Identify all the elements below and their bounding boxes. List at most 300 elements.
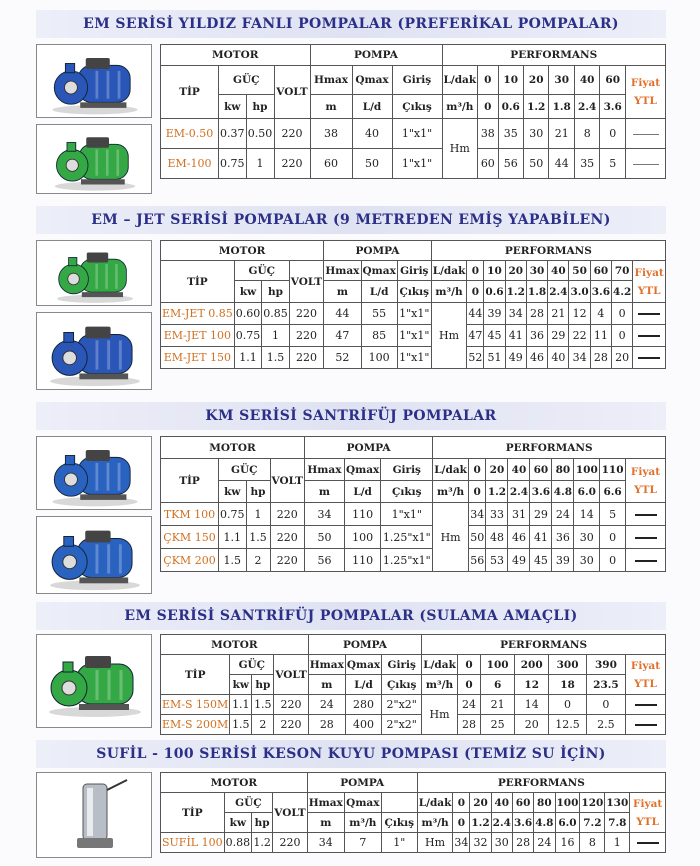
pump-photo-7 [37,773,152,858]
tip-header: TİP [161,793,225,833]
hp-header: hp [252,813,273,833]
inlet-header: Giriş [382,655,422,675]
power-header: GÜÇ [224,793,273,813]
motor-header: MOTOR [161,635,309,655]
flow-m3h: 1.2 [505,281,526,303]
spec-table-4 [160,772,666,853]
volt-header: VOLT [274,66,310,119]
flow-m3h-header: m³/h [442,95,478,119]
hmax-header: Hmax [324,261,361,281]
head-value: 39 [552,549,574,572]
head-value: 36 [526,325,547,347]
flow-lmin: 50 [569,261,590,281]
power-hp: 1 [262,325,290,347]
flow-m3h: 6.0 [555,813,580,833]
product-row [161,715,666,735]
power-hp: 1.5 [262,347,290,369]
voltage: 220 [270,549,304,572]
product-image [36,436,152,510]
head-value: 49 [508,549,530,572]
flow-m3h: 7.8 [605,813,630,833]
max-head: 28 [308,715,345,735]
flow-lmin: 40 [508,459,530,481]
head-value: 56 [498,149,523,179]
head-value: 41 [530,526,552,549]
head-value: 41 [505,325,526,347]
model-name: EM-100 [161,149,219,179]
motor-header: MOTOR [161,241,324,261]
head-value: 31 [508,503,530,526]
currency-label: YTL [636,815,659,828]
hmax-header: Hmax [308,655,345,675]
flow-lmin: 20 [505,261,526,281]
product-image [36,240,152,306]
head-value: 29 [530,503,552,526]
head-value: 28 [512,833,533,853]
pump-photo-1 [37,125,152,194]
qmax-header: Qmax [352,66,392,95]
port-size: 1"x1" [392,119,442,149]
inlet-header: Giriş [381,459,433,481]
product-row [161,325,666,347]
hp-header: hp [246,481,270,503]
power-kw: 0.75 [234,325,262,347]
head-value: 25 [481,715,515,735]
flow-m3h: 3.0 [569,281,590,303]
flow-lmin: 0 [478,66,498,95]
max-flow: 85 [361,325,397,347]
flow-m3h: 1.2 [486,481,508,503]
power-hp: 1 [246,503,270,526]
flow-lmin: 100 [481,655,515,675]
kw-header: kw [219,95,247,119]
flow-m3h: 2.4 [548,281,569,303]
power-kw: 0.75 [219,149,247,179]
pump-header: POMPA [307,773,417,793]
head-unit: Hm [433,503,469,572]
flow-m3h: 3.6 [590,281,611,303]
head-value: 35 [498,119,523,149]
max-head: 56 [304,549,344,572]
currency-label: YTL [634,677,657,690]
motor-header: MOTOR [161,437,305,459]
qmax-unit: L/d [344,481,380,503]
max-flow: 110 [344,503,380,526]
pump-photo-0 [37,45,152,118]
head-value: 40 [548,347,569,369]
qmax-unit: L/d [345,675,381,695]
flow-lmin: 10 [498,66,523,95]
kw-header: kw [219,481,247,503]
qmax-unit: m³/h [344,813,381,833]
power-hp: 1.5 [246,526,270,549]
head-value: 45 [530,549,552,572]
head-value: 8 [580,833,605,853]
price-label: Fiyat [630,659,661,672]
pump-header: POMPA [324,241,431,261]
max-flow: 100 [344,526,380,549]
flow-m3h: 4.2 [612,281,633,303]
flow-m3h: 1.2 [470,813,491,833]
product-image [36,312,152,390]
hmax-unit: m [308,675,345,695]
head-value: 47 [467,325,484,347]
head-value: 33 [486,503,508,526]
max-flow: 55 [361,303,397,325]
section-title-2: KM SERİSİ SANTRİFÜJ POMPALAR [36,402,666,430]
performance-header: PERFORMANS [431,241,665,261]
product-row [161,549,666,572]
model-name: TKM 100 [161,503,219,526]
max-flow: 110 [344,549,380,572]
voltage: 220 [270,503,304,526]
power-kw: 0.75 [219,503,247,526]
power-kw: 0.60 [234,303,262,325]
voltage: 220 [289,347,323,369]
head-value: 36 [552,526,574,549]
hmax-unit: m [307,813,344,833]
power-hp: 1.2 [252,833,273,853]
model-name: ÇKM 200 [161,549,219,572]
flow-lmin: 40 [548,261,569,281]
flow-m3h: 0 [457,675,480,695]
power-hp: 2 [252,715,274,735]
hmax-unit: m [310,95,352,119]
head-value: 14 [515,695,549,715]
section-title-0: EM SERİSİ YILDIZ FANLI POMPALAR (PREFERİKAL POMPALAR) [36,10,666,38]
kw-header: kw [234,281,262,303]
flow-lmin-header: L/dak [417,793,453,813]
pump-photo-2 [37,241,152,306]
qmax-unit: L/d [352,95,392,119]
price-dash [635,514,657,516]
head-value: 44 [549,149,574,179]
section-title-1: EM – JET SERİSİ POMPALAR (9 METREDEN EMİŞ YAPABİLEN) [36,206,666,234]
model-name: EM-JET 100 [161,325,235,347]
flow-m3h: 0 [453,813,470,833]
head-value: 39 [484,303,505,325]
flow-lmin: 110 [600,459,626,481]
price-dash [637,842,659,844]
product-row [161,526,666,549]
hmax-header: Hmax [304,459,344,481]
price-dash [635,704,657,706]
price-label: Fiyat [630,465,661,478]
voltage: 220 [274,715,308,735]
port-size: 2"x2" [382,715,422,735]
price-dash [638,313,660,315]
hmax-header: Hmax [310,66,352,95]
volt-header: VOLT [274,655,308,695]
hmax-unit: m [304,481,344,503]
model-name: SUFİL 100 [161,833,225,853]
max-head: 34 [304,503,344,526]
price-value [626,503,666,526]
head-value: 30 [574,549,600,572]
price-dash [638,335,660,337]
pump-photo-6 [37,635,152,728]
price-value [626,549,666,572]
power-header: GÜÇ [230,655,274,675]
head-value: 38 [478,119,498,149]
price-dash [633,164,659,165]
flow-lmin: 0 [457,655,480,675]
pump-photo-5 [37,517,152,594]
flow-m3h: 3.6 [512,813,533,833]
flow-lmin: 0 [467,261,484,281]
head-value: 21 [481,695,515,715]
flow-m3h: 4.8 [534,813,555,833]
flow-m3h-header: m³/h [431,281,467,303]
hp-header: hp [252,675,274,695]
price-value [630,833,666,853]
head-value: 45 [484,325,505,347]
flow-m3h: 2.4 [508,481,530,503]
flow-lmin: 100 [555,793,580,813]
head-value: 35 [574,149,599,179]
price-value [626,119,666,149]
port-size: 2"x2" [382,695,422,715]
flow-lmin: 120 [580,793,605,813]
flow-m3h: 23.5 [586,675,625,695]
section-title-3: EM SERİSİ SANTRİFÜJ POMPALAR (SULAMA AMAÇLI) [36,602,666,630]
price-value [633,347,666,369]
flow-m3h: 1.8 [549,95,574,119]
price-label: Fiyat [634,266,664,279]
currency-label: YTL [634,483,657,496]
head-value: 28 [526,303,547,325]
voltage: 220 [274,149,310,179]
flow-m3h: 6 [481,675,515,695]
head-value: 50 [523,149,548,179]
flow-lmin: 40 [574,66,599,95]
spec-table-0 [160,44,666,179]
flow-lmin: 30 [526,261,547,281]
flow-lmin: 200 [515,655,549,675]
head-value: 0 [600,119,626,149]
max-head: 60 [310,149,352,179]
hp-header: hp [262,281,290,303]
pump-header: POMPA [310,45,442,66]
product-image [36,634,152,728]
flow-m3h: 6.0 [574,481,600,503]
power-hp: 2 [246,549,270,572]
max-flow: 280 [345,695,381,715]
head-value: 53 [486,549,508,572]
flow-m3h: 4.8 [552,481,574,503]
power-hp: 1.5 [252,695,274,715]
qmax-header: Qmax [361,261,397,281]
flow-lmin-header: L/dak [431,261,467,281]
head-value: 28 [590,347,611,369]
price-dash [635,537,657,539]
power-header: GÜÇ [234,261,289,281]
price-header [626,459,666,503]
head-value: 16 [555,833,580,853]
flow-m3h: 0 [478,95,498,119]
head-value: 34 [505,303,526,325]
head-value: 8 [574,119,599,149]
head-value: 21 [548,303,569,325]
power-header: GÜÇ [219,459,271,481]
outlet-header: Çıkış [392,95,442,119]
flow-lmin: 30 [549,66,574,95]
pump-photo-3 [37,313,152,390]
product-row [161,347,666,369]
head-value: 11 [590,325,611,347]
product-row [161,119,666,149]
head-value: 32 [470,833,491,853]
power-kw: 1.1 [219,526,247,549]
product-image [36,44,152,118]
head-value: 4 [590,303,611,325]
price-dash [635,560,657,562]
motor-header: MOTOR [161,773,308,793]
inlet-header: Giriş [392,66,442,95]
voltage: 220 [273,833,307,853]
price-dash [633,134,659,135]
head-value: 0 [612,325,633,347]
voltage: 220 [274,695,308,715]
price-header [626,66,666,119]
price-header [626,655,666,695]
head-value: 0 [612,303,633,325]
product-row [161,695,666,715]
head-value: 30 [491,833,512,853]
flow-m3h: 12 [515,675,549,695]
flow-m3h: 18 [549,675,587,695]
head-value: 50 [468,526,486,549]
max-head: 34 [307,833,344,853]
head-value: 14 [574,503,600,526]
head-value: 49 [505,347,526,369]
head-value: 30 [523,119,548,149]
currency-label: YTL [637,284,661,297]
tip-header: TİP [161,261,235,303]
flow-lmin: 20 [470,793,491,813]
head-unit: Hm [422,695,458,735]
performance-header: PERFORMANS [433,437,666,459]
head-value: 2.5 [586,715,625,735]
port-size: 1"x1" [397,303,431,325]
max-flow: 40 [352,119,392,149]
flow-lmin: 100 [574,459,600,481]
outlet-header: Çıkış [381,813,417,833]
head-value: 0 [549,695,587,715]
kw-header: kw [230,675,252,695]
flow-lmin: 20 [523,66,548,95]
head-value: 48 [486,526,508,549]
flow-m3h: 1.2 [523,95,548,119]
flow-lmin: 60 [590,261,611,281]
outlet-header: Çıkış [397,281,431,303]
price-label: Fiyat [633,797,663,810]
head-value: 34 [453,833,470,853]
price-header [633,261,666,303]
kw-header: kw [224,813,252,833]
flow-lmin: 390 [586,655,625,675]
flow-lmin: 300 [549,655,587,675]
head-value: 60 [478,149,498,179]
spec-table-1 [160,240,666,369]
flow-lmin: 70 [612,261,633,281]
head-value: 12 [569,303,590,325]
volt-header: VOLT [289,261,323,303]
max-head: 24 [308,695,345,715]
price-label: Fiyat [630,77,661,89]
max-head: 52 [324,347,361,369]
product-row [161,503,666,526]
power-kw: 1.5 [230,715,252,735]
inlet-header: Giriş [397,261,431,281]
head-value: 56 [468,549,486,572]
head-value: 51 [484,347,505,369]
head-value: 20 [612,347,633,369]
power-hp: 0.50 [246,119,274,149]
voltage: 220 [289,303,323,325]
model-name: EM-JET 150 [161,347,235,369]
max-flow: 7 [344,833,381,853]
power-kw: 0.37 [219,119,247,149]
port-size: 1.25"x1" [381,549,433,572]
max-head: 50 [304,526,344,549]
performance-header: PERFORMANS [422,635,666,655]
flow-m3h-header: m³/h [422,675,458,695]
flow-m3h: 2.4 [574,95,599,119]
head-value: 44 [467,303,484,325]
product-row [161,833,666,853]
model-name: EM-S 150M [161,695,230,715]
flow-lmin: 60 [512,793,533,813]
power-hp: 1 [246,149,274,179]
outlet-header: Çıkış [381,481,433,503]
head-value: 46 [508,526,530,549]
spec-table-3 [160,634,666,735]
max-flow: 50 [352,149,392,179]
flow-m3h: 0.6 [498,95,523,119]
max-head: 44 [324,303,361,325]
pump-header: POMPA [304,437,432,459]
product-image [36,124,152,194]
qmax-header: Qmax [344,459,380,481]
head-value: 0 [600,526,626,549]
product-row [161,149,666,179]
volt-header: VOLT [273,793,307,833]
outlet-header: Çıkış [382,675,422,695]
head-value: 24 [534,833,555,853]
power-kw: 1.1 [230,695,252,715]
head-value: 24 [552,503,574,526]
flow-lmin: 80 [552,459,574,481]
flow-m3h: 3.6 [600,95,626,119]
flow-lmin: 130 [605,793,630,813]
voltage: 220 [270,526,304,549]
flow-m3h-header: m³/h [417,813,453,833]
product-row [161,303,666,325]
port-size: 1"x1" [381,503,433,526]
model-name: EM-JET 0.85 [161,303,235,325]
max-head: 38 [310,119,352,149]
tip-header: TİP [161,66,219,119]
flow-lmin: 80 [534,793,555,813]
flow-lmin: 60 [530,459,552,481]
price-value [626,149,666,179]
flow-m3h: 3.6 [530,481,552,503]
price-value [626,526,666,549]
head-value: 34 [569,347,590,369]
price-value [633,325,666,347]
flow-lmin-header: L/dak [433,459,469,481]
